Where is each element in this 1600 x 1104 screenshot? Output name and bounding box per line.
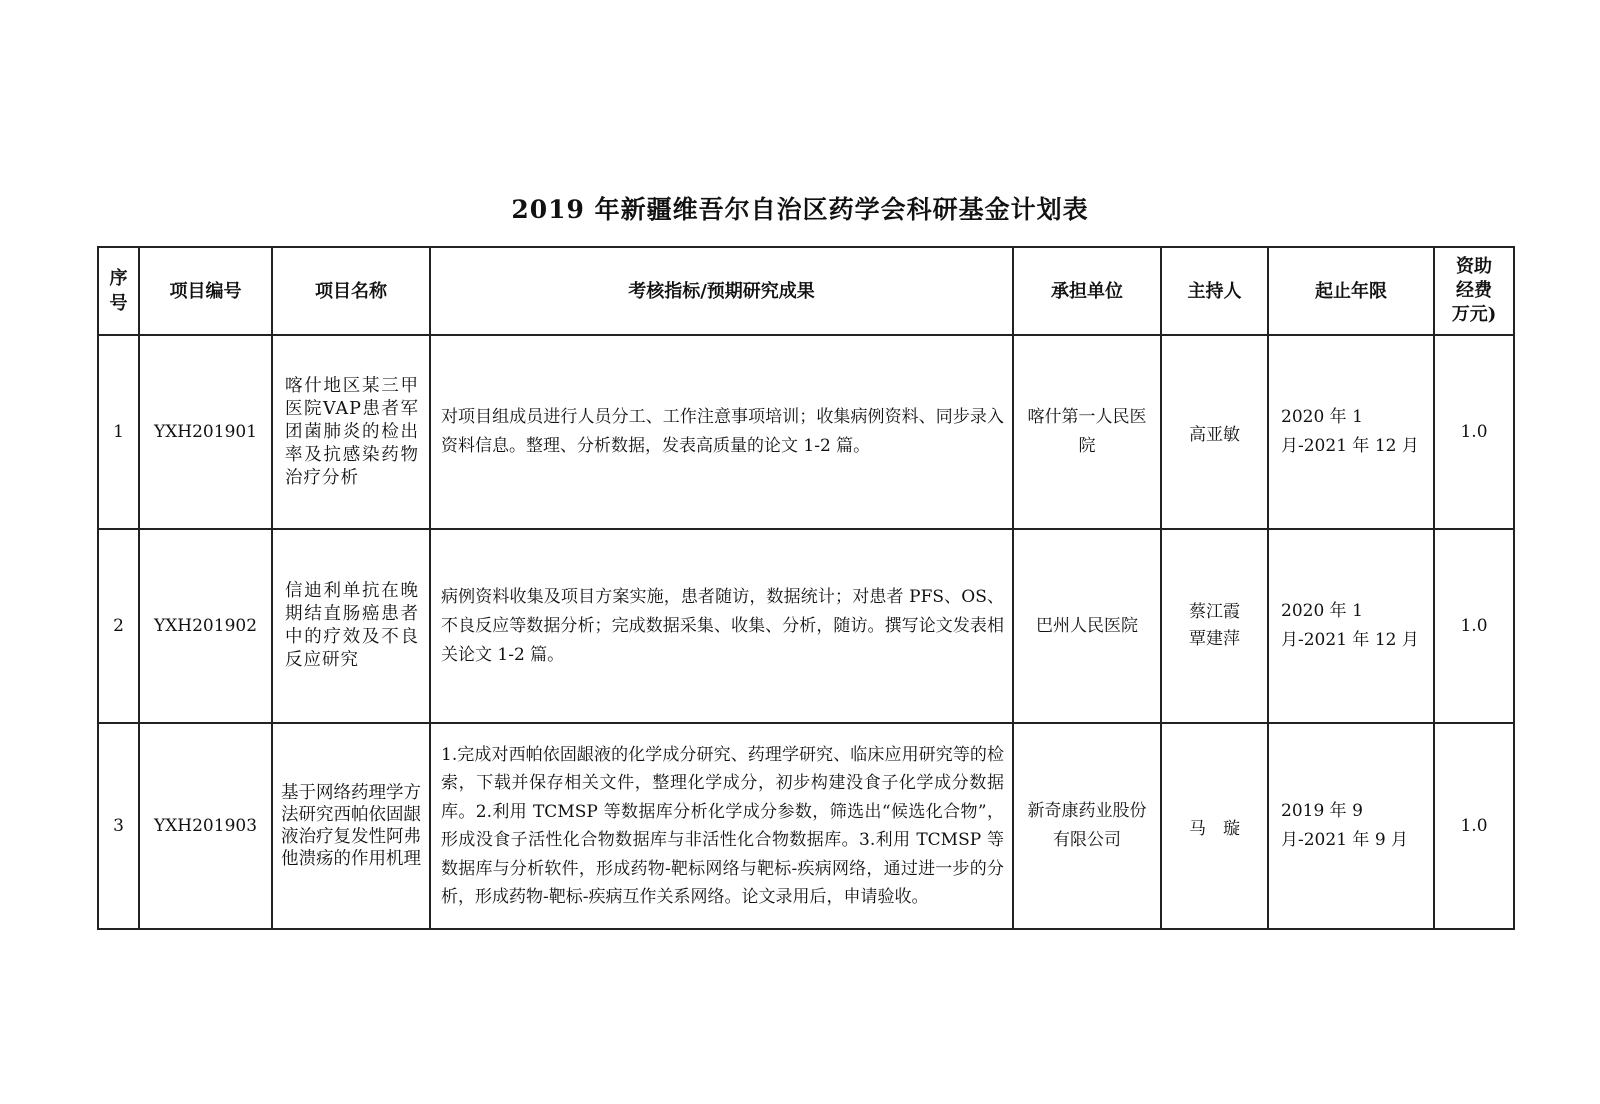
- row-seq: 3: [98, 723, 139, 929]
- header-code: 项目编号: [139, 247, 272, 335]
- row-unit: 新奇康药业股份有限公司: [1013, 723, 1161, 929]
- row-funding: 1.0: [1434, 335, 1514, 529]
- row-funding: 1.0: [1434, 529, 1514, 723]
- row-indicators: 对项目组成员进行人员分工、工作注意事项培训；收集病例资料、同步录入资料信息。整理、分析数据，发表高质量的论文 1-2 篇。: [430, 335, 1013, 529]
- row-unit: 巴州人民医院: [1013, 529, 1161, 723]
- row-code: YXH201902: [139, 529, 272, 723]
- header-name: 项目名称: [272, 247, 430, 335]
- row-indicators: 1.完成对西帕依固龈液的化学成分研究、药理学研究、临床应用研究等的检索，下载并保存相关文件，整理化学成分，初步构建没食子化学成分数据库。2.利用 TCMSP 等数据库分析化学成分参数，筛选出“候选化合物”，形成没食子活性化合物数据库与非活性化合物数据库。3.利用 TCMSP 等数据库与分析软件，形成药物-靶标网络与靶标-疾病网络，通过进一步的分析，形成药物-靶标-疾病互作关系网络。论文录用后，申请验收。: [430, 723, 1013, 929]
- row-indicators: 病例资料收集及项目方案实施，患者随访，数据统计；对患者 PFS、OS、不良反应等数据分析；完成数据采集、收集、分析，随访。撰写论文发表相关论文 1-2 篇。: [430, 529, 1013, 723]
- row-code: YXH201903: [139, 723, 272, 929]
- header-funding: [1434, 247, 1514, 335]
- header-host: 主持人: [1161, 247, 1268, 335]
- row-funding: 1.0: [1434, 723, 1514, 929]
- row-project-name: 信迪利单抗在晚期结直肠癌患者中的疗效及不良反应研究: [272, 529, 430, 723]
- table-row: [98, 529, 1514, 723]
- row-seq: 1: [98, 335, 139, 529]
- row-unit: 喀什第一人民医院: [1013, 335, 1161, 529]
- plan-table: [97, 246, 1515, 930]
- row-host: 高亚敏: [1161, 335, 1268, 529]
- row-host-2: 覃建萍: [1189, 629, 1240, 649]
- row-period: 2019 年 9 月-2021 年 9 月: [1268, 723, 1434, 929]
- table-row: [98, 335, 1514, 529]
- row-project-name: 基于网络药理学方法研究西帕依固龈液治疗复发性阿弗他溃疡的作用机理: [272, 723, 430, 929]
- row-period: 2020 年 1 月-2021 年 12 月: [1268, 529, 1434, 723]
- header-seq: 序号: [98, 247, 139, 335]
- header-unit: 承担单位: [1013, 247, 1161, 335]
- header-funding-line1: 资助: [1456, 256, 1492, 277]
- header-funding-line3: 万元): [1451, 304, 1497, 325]
- row-project-name: 喀什地区某三甲医院VAP患者军团菌肺炎的检出率及抗感染药物治疗分析: [272, 335, 430, 529]
- row-host: 马 璇: [1161, 723, 1268, 929]
- table-header-row: [98, 247, 1514, 335]
- row-seq: 2: [98, 529, 139, 723]
- header-funding-line2: 经费: [1456, 280, 1492, 301]
- row-host: [1161, 529, 1268, 723]
- page-title: 2019 年新疆维吾尔自治区药学会科研基金计划表: [511, 195, 1089, 224]
- row-period: 2020 年 1 月-2021 年 12 月: [1268, 335, 1434, 529]
- table-row: [98, 723, 1514, 929]
- header-period: 起止年限: [1268, 247, 1434, 335]
- row-code: YXH201901: [139, 335, 272, 529]
- row-host-1: 蔡江霞: [1189, 602, 1240, 622]
- header-indicators: 考核指标/预期研究成果: [430, 247, 1013, 335]
